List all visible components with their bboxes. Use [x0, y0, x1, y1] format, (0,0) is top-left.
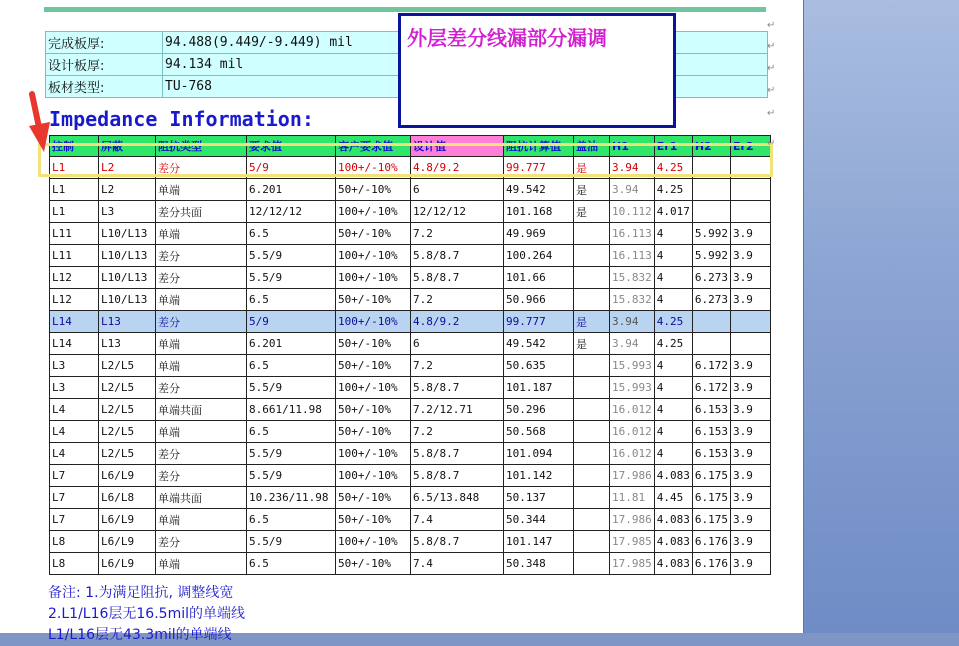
- impedance-cell[interactable]: 4.8/9.2: [411, 311, 504, 333]
- impedance-cell[interactable]: 单端: [156, 553, 247, 575]
- impedance-cell[interactable]: L7: [50, 465, 99, 487]
- highlight-box: [38, 143, 773, 177]
- design-thickness-label: 设计板厚:: [46, 54, 163, 76]
- impedance-cell[interactable]: 100+/-10%: [336, 157, 411, 179]
- impedance-cell[interactable]: 100+/-10%: [336, 443, 411, 465]
- impedance-cell[interactable]: 100.264: [504, 245, 574, 267]
- impedance-cell[interactable]: L12: [50, 267, 99, 289]
- impedance-cell[interactable]: 单端: [156, 289, 247, 311]
- impedance-cell[interactable]: L6/L9: [99, 465, 156, 487]
- impedance-cell[interactable]: 3.94: [610, 179, 655, 201]
- impedance-row[interactable]: [50, 553, 771, 575]
- impedance-cell[interactable]: 单端: [156, 355, 247, 377]
- impedance-cell[interactable]: 7.4: [411, 553, 504, 575]
- impedance-row[interactable]: [50, 289, 771, 311]
- impedance-cell[interactable]: 6.176: [692, 531, 730, 553]
- impedance-row[interactable]: [50, 443, 771, 465]
- impedance-cell[interactable]: L6/L9: [99, 509, 156, 531]
- impedance-cell[interactable]: 3.9: [731, 509, 771, 531]
- impedance-cell[interactable]: 49.542: [504, 179, 574, 201]
- impedance-cell[interactable]: 6.153: [692, 421, 730, 443]
- impedance-cell[interactable]: 17.986: [610, 465, 655, 487]
- impedance-cell[interactable]: 5.5/9: [247, 267, 336, 289]
- impedance-cell[interactable]: 3.9: [731, 553, 771, 575]
- impedance-cell[interactable]: 50+/-10%: [336, 553, 411, 575]
- impedance-cell[interactable]: L14: [50, 311, 99, 333]
- column-header: 屏蔽: [99, 136, 156, 157]
- column-header: 要求值: [247, 136, 336, 157]
- impedance-cell[interactable]: 5.5/9: [247, 245, 336, 267]
- impedance-cell[interactable]: [731, 311, 771, 333]
- impedance-cell[interactable]: 4.25: [654, 311, 692, 333]
- impedance-cell[interactable]: 100+/-10%: [336, 201, 411, 223]
- impedance-heading: Impedance Information:: [49, 107, 314, 131]
- impedance-cell[interactable]: 50.966: [504, 289, 574, 311]
- impedance-cell[interactable]: 50.348: [504, 553, 574, 575]
- design-thickness-value[interactable]: 94.134 mil: [163, 54, 768, 76]
- column-header: H2: [692, 136, 730, 157]
- impedance-cell[interactable]: 16.113: [610, 223, 655, 245]
- impedance-cell[interactable]: 6.201: [247, 179, 336, 201]
- impedance-cell[interactable]: 4: [654, 443, 692, 465]
- impedance-cell[interactable]: 差分: [156, 311, 247, 333]
- impedance-cell[interactable]: 5.5/9: [247, 465, 336, 487]
- impedance-cell[interactable]: 16.012: [610, 421, 655, 443]
- paragraph-mark: ↵: [767, 41, 776, 52]
- impedance-cell[interactable]: L4: [50, 399, 99, 421]
- column-header: Er2: [731, 136, 771, 157]
- impedance-cell[interactable]: 是: [574, 311, 610, 333]
- impedance-cell[interactable]: 单端: [156, 179, 247, 201]
- impedance-cell[interactable]: 6.175: [692, 509, 730, 531]
- impedance-cell[interactable]: 101.094: [504, 443, 574, 465]
- impedance-cell[interactable]: 6: [411, 333, 504, 355]
- impedance-cell[interactable]: 10.112: [610, 201, 655, 223]
- red-arrow-icon: [26, 92, 52, 154]
- impedance-row[interactable]: [50, 245, 771, 267]
- impedance-cell[interactable]: 是: [574, 179, 610, 201]
- impedance-cell[interactable]: L11: [50, 245, 99, 267]
- impedance-cell[interactable]: 11.81: [610, 487, 655, 509]
- remarks: [48, 583, 245, 646]
- impedance-cell[interactable]: 3.9: [731, 443, 771, 465]
- impedance-cell[interactable]: 99.777: [504, 157, 574, 179]
- impedance-cell[interactable]: 6: [411, 179, 504, 201]
- impedance-cell[interactable]: 6.5: [247, 223, 336, 245]
- impedance-cell[interactable]: 5.8/8.7: [411, 443, 504, 465]
- impedance-row[interactable]: [50, 509, 771, 531]
- impedance-cell[interactable]: 是: [574, 157, 610, 179]
- remark-line: 2.L1/L16层无16.5mil的单端线: [48, 606, 245, 622]
- impedance-cell[interactable]: 3.9: [731, 289, 771, 311]
- impedance-cell[interactable]: 50.137: [504, 487, 574, 509]
- impedance-cell[interactable]: L2/L5: [99, 399, 156, 421]
- impedance-cell[interactable]: 15.832: [610, 267, 655, 289]
- impedance-cell[interactable]: 6.5: [247, 355, 336, 377]
- impedance-cell[interactable]: L8: [50, 531, 99, 553]
- paragraph-mark: ↵: [767, 138, 776, 149]
- material-type-label: 板材类型:: [46, 76, 163, 98]
- impedance-cell[interactable]: 差分: [156, 465, 247, 487]
- column-header: 盖油: [574, 136, 610, 157]
- impedance-cell[interactable]: 3.9: [731, 223, 771, 245]
- impedance-cell[interactable]: [731, 333, 771, 355]
- impedance-cell[interactable]: L2: [99, 179, 156, 201]
- impedance-row[interactable]: [50, 223, 771, 245]
- impedance-table: [49, 135, 771, 575]
- impedance-cell[interactable]: 17.986: [610, 509, 655, 531]
- impedance-cell[interactable]: 5.8/8.7: [411, 245, 504, 267]
- impedance-cell[interactable]: 6.176: [692, 553, 730, 575]
- impedance-cell[interactable]: 49.542: [504, 333, 574, 355]
- impedance-cell[interactable]: [574, 355, 610, 377]
- impedance-cell[interactable]: 7.4: [411, 509, 504, 531]
- impedance-cell[interactable]: 5.992: [692, 223, 730, 245]
- impedance-cell[interactable]: 3.9: [731, 465, 771, 487]
- impedance-cell[interactable]: 4.083: [654, 465, 692, 487]
- impedance-cell[interactable]: 6.153: [692, 443, 730, 465]
- impedance-cell[interactable]: L2/L5: [99, 443, 156, 465]
- paragraph-mark: ↵: [767, 108, 776, 119]
- impedance-cell[interactable]: 6.175: [692, 487, 730, 509]
- impedance-cell[interactable]: 7.2/12.71: [411, 399, 504, 421]
- impedance-cell[interactable]: 3.94: [610, 157, 655, 179]
- impedance-cell[interactable]: 5.992: [692, 245, 730, 267]
- impedance-cell[interactable]: 6.5: [247, 509, 336, 531]
- impedance-cell[interactable]: 50+/-10%: [336, 223, 411, 245]
- impedance-cell[interactable]: 15.993: [610, 355, 655, 377]
- impedance-cell[interactable]: 3.9: [731, 487, 771, 509]
- impedance-cell[interactable]: 100+/-10%: [336, 311, 411, 333]
- impedance-cell[interactable]: 5.8/8.7: [411, 267, 504, 289]
- impedance-cell[interactable]: [574, 509, 610, 531]
- paragraph-mark: ↵: [767, 20, 776, 31]
- impedance-cell[interactable]: 3.9: [731, 267, 771, 289]
- impedance-cell[interactable]: 100+/-10%: [336, 245, 411, 267]
- column-header: 阻抗类型: [156, 136, 247, 157]
- impedance-cell[interactable]: [574, 377, 610, 399]
- impedance-cell[interactable]: [692, 201, 730, 223]
- impedance-cell[interactable]: 50+/-10%: [336, 355, 411, 377]
- impedance-cell[interactable]: 4: [654, 421, 692, 443]
- impedance-cell[interactable]: L1: [50, 157, 99, 179]
- impedance-cell[interactable]: [692, 333, 730, 355]
- impedance-cell[interactable]: 4: [654, 223, 692, 245]
- impedance-cell[interactable]: 3.9: [731, 355, 771, 377]
- impedance-cell[interactable]: 6.172: [692, 377, 730, 399]
- impedance-cell[interactable]: 50+/-10%: [336, 509, 411, 531]
- column-header: 控制: [50, 136, 99, 157]
- impedance-cell[interactable]: [574, 267, 610, 289]
- impedance-cell[interactable]: 15.993: [610, 377, 655, 399]
- impedance-cell[interactable]: 4: [654, 267, 692, 289]
- impedance-cell[interactable]: 101.147: [504, 531, 574, 553]
- impedance-cell[interactable]: 差分: [156, 531, 247, 553]
- impedance-cell[interactable]: 5.5/9: [247, 377, 336, 399]
- remark-line: L1/L16层无43.3mil的单端线: [48, 627, 232, 643]
- impedance-cell[interactable]: L4: [50, 421, 99, 443]
- top-rule: [44, 7, 766, 12]
- impedance-cell[interactable]: 7.2: [411, 223, 504, 245]
- impedance-cell[interactable]: L13: [99, 333, 156, 355]
- impedance-row[interactable]: [50, 267, 771, 289]
- impedance-cell[interactable]: 7.2: [411, 355, 504, 377]
- impedance-cell[interactable]: 101.168: [504, 201, 574, 223]
- impedance-cell[interactable]: 5.5/9: [247, 443, 336, 465]
- impedance-cell[interactable]: 15.832: [610, 289, 655, 311]
- impedance-cell[interactable]: L1: [50, 179, 99, 201]
- impedance-cell[interactable]: 50+/-10%: [336, 333, 411, 355]
- impedance-cell[interactable]: [574, 399, 610, 421]
- impedance-cell[interactable]: 101.66: [504, 267, 574, 289]
- paragraph-mark: ↵: [767, 85, 776, 96]
- impedance-cell[interactable]: 100+/-10%: [336, 531, 411, 553]
- workspace-background: [803, 0, 959, 633]
- impedance-cell[interactable]: [692, 311, 730, 333]
- impedance-cell[interactable]: 5/9: [247, 157, 336, 179]
- impedance-cell[interactable]: L8: [50, 553, 99, 575]
- annotation-box[interactable]: [398, 13, 676, 128]
- impedance-cell[interactable]: [574, 443, 610, 465]
- impedance-cell[interactable]: [574, 223, 610, 245]
- impedance-cell[interactable]: 单端共面: [156, 399, 247, 421]
- impedance-cell[interactable]: 100+/-10%: [336, 465, 411, 487]
- impedance-cell[interactable]: L7: [50, 487, 99, 509]
- impedance-cell[interactable]: 6.5: [247, 289, 336, 311]
- impedance-cell[interactable]: 5.8/8.7: [411, 377, 504, 399]
- impedance-cell[interactable]: 100+/-10%: [336, 377, 411, 399]
- impedance-cell[interactable]: 单端: [156, 421, 247, 443]
- column-header: 设计值: [411, 136, 504, 157]
- impedance-cell[interactable]: 99.777: [504, 311, 574, 333]
- impedance-cell[interactable]: 50+/-10%: [336, 487, 411, 509]
- finished-thickness-value[interactable]: 94.488(9.449/-9.449) mil: [163, 32, 768, 54]
- impedance-cell[interactable]: L6/L9: [99, 531, 156, 553]
- impedance-cell[interactable]: 3.9: [731, 399, 771, 421]
- impedance-cell[interactable]: 50+/-10%: [336, 421, 411, 443]
- impedance-cell[interactable]: 4: [654, 399, 692, 421]
- impedance-cell[interactable]: 6.5/13.848: [411, 487, 504, 509]
- impedance-cell[interactable]: 4.8/9.2: [411, 157, 504, 179]
- impedance-cell[interactable]: 3.94: [610, 311, 655, 333]
- impedance-cell[interactable]: L3: [50, 355, 99, 377]
- column-header: H1: [610, 136, 655, 157]
- impedance-cell[interactable]: 4.25: [654, 333, 692, 355]
- impedance-cell[interactable]: 6.175: [692, 465, 730, 487]
- impedance-cell[interactable]: [574, 245, 610, 267]
- impedance-cell[interactable]: 6.153: [692, 399, 730, 421]
- impedance-row[interactable]: [50, 355, 771, 377]
- impedance-cell[interactable]: L1: [50, 201, 99, 223]
- impedance-row[interactable]: [50, 179, 771, 201]
- impedance-cell[interactable]: [574, 553, 610, 575]
- material-type-value[interactable]: TU-768: [163, 76, 768, 98]
- impedance-cell[interactable]: 4: [654, 377, 692, 399]
- impedance-cell[interactable]: 6.5: [247, 553, 336, 575]
- impedance-cell[interactable]: [574, 465, 610, 487]
- impedance-row[interactable]: [50, 333, 771, 355]
- impedance-cell[interactable]: [574, 531, 610, 553]
- impedance-cell[interactable]: 差分: [156, 267, 247, 289]
- impedance-cell[interactable]: 3.9: [731, 245, 771, 267]
- impedance-cell[interactable]: L2/L5: [99, 355, 156, 377]
- impedance-cell[interactable]: 差分: [156, 245, 247, 267]
- impedance-cell[interactable]: L13: [99, 311, 156, 333]
- impedance-cell[interactable]: 50+/-10%: [336, 289, 411, 311]
- impedance-cell[interactable]: L10/L13: [99, 267, 156, 289]
- impedance-cell[interactable]: L10/L13: [99, 223, 156, 245]
- impedance-cell[interactable]: 3.94: [610, 333, 655, 355]
- impedance-cell[interactable]: 3.9: [731, 421, 771, 443]
- impedance-cell[interactable]: L4: [50, 443, 99, 465]
- impedance-cell[interactable]: L7: [50, 509, 99, 531]
- impedance-cell[interactable]: 6.273: [692, 289, 730, 311]
- impedance-cell[interactable]: 101.142: [504, 465, 574, 487]
- impedance-cell[interactable]: [574, 421, 610, 443]
- impedance-cell[interactable]: 单端: [156, 333, 247, 355]
- impedance-cell[interactable]: 101.187: [504, 377, 574, 399]
- impedance-cell[interactable]: 50.568: [504, 421, 574, 443]
- impedance-cell[interactable]: 5.8/8.7: [411, 465, 504, 487]
- impedance-cell[interactable]: 17.985: [610, 553, 655, 575]
- column-header: 客户要求值: [336, 136, 411, 157]
- impedance-cell[interactable]: 单端: [156, 509, 247, 531]
- impedance-cell[interactable]: 50.344: [504, 509, 574, 531]
- impedance-cell[interactable]: 4.083: [654, 553, 692, 575]
- impedance-row[interactable]: [50, 421, 771, 443]
- impedance-cell[interactable]: 16.012: [610, 443, 655, 465]
- impedance-cell[interactable]: L14: [50, 333, 99, 355]
- impedance-cell[interactable]: 12/12/12: [247, 201, 336, 223]
- paragraph-mark: ↵: [767, 63, 776, 74]
- column-header: 阻抗计算值: [504, 136, 574, 157]
- impedance-cell[interactable]: 7.2: [411, 421, 504, 443]
- impedance-cell[interactable]: 100+/-10%: [336, 267, 411, 289]
- impedance-cell[interactable]: L6/L9: [99, 553, 156, 575]
- impedance-cell[interactable]: 50.296: [504, 399, 574, 421]
- impedance-cell[interactable]: L6/L8: [99, 487, 156, 509]
- impedance-row[interactable]: [50, 377, 771, 399]
- impedance-cell[interactable]: L2: [99, 157, 156, 179]
- impedance-cell[interactable]: [731, 179, 771, 201]
- impedance-cell[interactable]: 差分: [156, 157, 247, 179]
- impedance-cell[interactable]: 6.172: [692, 355, 730, 377]
- impedance-cell[interactable]: 16.113: [610, 245, 655, 267]
- impedance-row[interactable]: [50, 399, 771, 421]
- impedance-cell[interactable]: 6.201: [247, 333, 336, 355]
- impedance-cell[interactable]: 4: [654, 289, 692, 311]
- impedance-cell[interactable]: 50+/-10%: [336, 179, 411, 201]
- impedance-cell[interactable]: 差分: [156, 377, 247, 399]
- impedance-cell[interactable]: L10/L13: [99, 289, 156, 311]
- finished-thickness-label: 完成板厚:: [46, 32, 163, 54]
- impedance-cell[interactable]: 4: [654, 355, 692, 377]
- impedance-cell[interactable]: 差分共面: [156, 201, 247, 223]
- impedance-cell[interactable]: 49.969: [504, 223, 574, 245]
- impedance-cell[interactable]: 5/9: [247, 311, 336, 333]
- impedance-cell[interactable]: 16.012: [610, 399, 655, 421]
- impedance-cell[interactable]: 6.5: [247, 421, 336, 443]
- impedance-cell[interactable]: 单端共面: [156, 487, 247, 509]
- impedance-cell[interactable]: L3: [99, 201, 156, 223]
- impedance-row[interactable]: [50, 487, 771, 509]
- impedance-row[interactable]: [50, 311, 771, 333]
- impedance-cell[interactable]: 17.985: [610, 531, 655, 553]
- impedance-cell[interactable]: 4.25: [654, 179, 692, 201]
- impedance-cell[interactable]: 4.25: [654, 157, 692, 179]
- impedance-cell[interactable]: 4.017: [654, 201, 692, 223]
- impedance-row[interactable]: [50, 201, 771, 223]
- impedance-cell[interactable]: L2/L5: [99, 421, 156, 443]
- impedance-cell[interactable]: 3.9: [731, 531, 771, 553]
- impedance-cell[interactable]: [574, 487, 610, 509]
- impedance-cell[interactable]: [692, 179, 730, 201]
- impedance-cell[interactable]: 5.8/8.7: [411, 531, 504, 553]
- impedance-cell[interactable]: L12: [50, 289, 99, 311]
- impedance-cell[interactable]: L10/L13: [99, 245, 156, 267]
- impedance-cell[interactable]: 5.5/9: [247, 531, 336, 553]
- impedance-cell[interactable]: 4.083: [654, 509, 692, 531]
- impedance-cell[interactable]: 8.661/11.98: [247, 399, 336, 421]
- impedance-cell[interactable]: 6.273: [692, 267, 730, 289]
- impedance-cell[interactable]: 差分: [156, 443, 247, 465]
- impedance-cell[interactable]: 12/12/12: [411, 201, 504, 223]
- impedance-row[interactable]: [50, 465, 771, 487]
- impedance-cell[interactable]: 是: [574, 201, 610, 223]
- impedance-row[interactable]: [50, 531, 771, 553]
- impedance-cell[interactable]: 7.2: [411, 289, 504, 311]
- impedance-cell[interactable]: 4: [654, 245, 692, 267]
- impedance-cell[interactable]: 4.45: [654, 487, 692, 509]
- impedance-cell[interactable]: 3.9: [731, 377, 771, 399]
- impedance-cell[interactable]: [574, 289, 610, 311]
- impedance-cell[interactable]: 50.635: [504, 355, 574, 377]
- impedance-cell[interactable]: L3: [50, 377, 99, 399]
- impedance-cell[interactable]: 单端: [156, 223, 247, 245]
- impedance-cell[interactable]: 10.236/11.98: [247, 487, 336, 509]
- impedance-cell[interactable]: 是: [574, 333, 610, 355]
- impedance-cell[interactable]: [731, 201, 771, 223]
- impedance-cell[interactable]: L2/L5: [99, 377, 156, 399]
- impedance-cell[interactable]: 50+/-10%: [336, 399, 411, 421]
- column-header: Er1: [654, 136, 692, 157]
- remark-line: 备注: 1.为满足阻抗, 调整线宽: [48, 585, 234, 601]
- impedance-cell[interactable]: L11: [50, 223, 99, 245]
- annotation-text: 外层差分线漏部分漏调: [407, 26, 607, 50]
- impedance-cell[interactable]: 4.083: [654, 531, 692, 553]
